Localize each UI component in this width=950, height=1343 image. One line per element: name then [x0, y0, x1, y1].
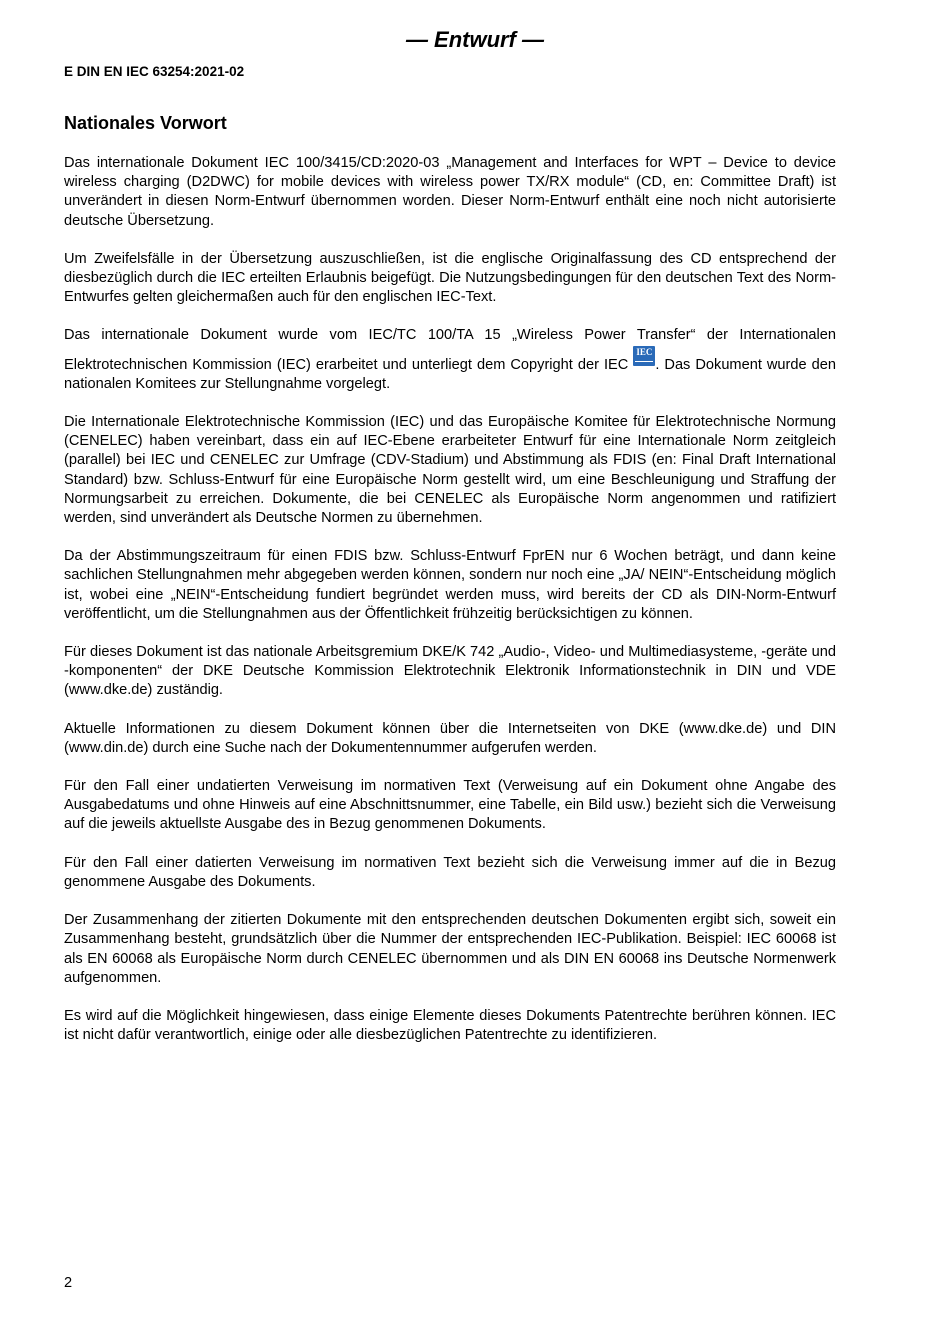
- section-title: Nationales Vorwort: [64, 113, 227, 133]
- document-id: E DIN EN IEC 63254:2021-02: [64, 64, 245, 79]
- paragraph-4: Die Internationale Elektrotechnische Kommission (IEC) und das Europäische Komitee für Elektrotechnische Normung (CENELEC) haben vereinbart, dass ein auf IEC-Ebene erarbeiteter Entwurf für eine Internationale Norm zeitgleich (parallel) bei IEC und CENELEC zur Umfrage (CDV-Stadium) und Abstimmung als FDIS (en: Final Draft International Standard) bzw. Schluss-Entwurf für eine Europäische Norm gestellt wird, um eine Beschleunigung und Straffung der Normungsarbeit zu erreichen. Dokumente, die bei CENELEC als Europäische Norm angenommen und ratifiziert werden, sind unverändert als Deutsche Normen zu übernehmen.: [64, 414, 836, 527]
- paragraph-6: Für dieses Dokument ist das nationale Arbeitsgremium DKE/K 742 „Audio-, Video- und Multimediasysteme, -geräte und -komponenten“ der DKE Deutsche Kommission Elektrotechnik Elektronik Informationstechnik in DIN und VDE (www.dke.de) zuständig.: [64, 644, 836, 699]
- paragraph-2: Um Zweifelsfälle in der Übersetzung auszuschließen, ist die englische Originalfassung des CD entsprechend der diesbezüglich durch die IEC erteilten Erlaubnis beigefügt. Die Nutzungsbedingungen für den deutschen Text des Norm-Entwurfes gelten gleichermaßen auch für den englischen IEC-Text.: [64, 250, 836, 306]
- iec-logo-icon: IEC: [633, 346, 655, 366]
- paragraph-9: Für den Fall einer datierten Verweisung im normativen Text bezieht sich die Verweisung immer auf die in Bezug genommene Ausgabe des Dokuments.: [64, 854, 836, 890]
- paragraph-7: Aktuelle Informationen zu diesem Dokument können über die Internetseiten von DKE (www.dke.de) und DIN (www.din.de) durch eine Suche nach der Dokumentennummer aufgerufen werden.: [64, 720, 836, 756]
- paragraph-11: Es wird auf die Möglichkeit hingewiesen, dass einige Elemente dieses Dokuments Patentrechte berühren können. IEC ist nicht dafür verantwortlich, einige oder alle diesbezüglichen Patentrechte zu identifizieren.: [64, 1007, 836, 1044]
- paragraph-3: [64, 326, 836, 394]
- document-body: [64, 154, 836, 1064]
- paragraph-3-text-start: Das internationale Dokument wurde vom IEC/TC 100/TA 15 „Wireless Power Transfer“ der Internationalen Elektrotechnischen Kommission (IEC) erarbeitet und unterliegt dem Copyright der IEC: [64, 327, 836, 373]
- paragraph-8: Für den Fall einer undatierten Verweisung im normativen Text (Verweisung auf ein Dokument ohne Angabe des Ausgabedatums und ohne Hinweis auf eine Abschnittsnummer, eine Tabelle, ein Bild usw.) bezieht sich die Verweisung auf die jeweils aktuellste Ausgabe des in Bezug genommenen Dokuments.: [64, 778, 836, 833]
- page-number: 2: [64, 1275, 73, 1291]
- paragraph-5: Da der Abstimmungszeitraum für einen FDIS bzw. Schluss-Entwurf FprEN nur 6 Wochen beträgt, und dann keine sachlichen Stellungnahmen mehr abgegeben werden können, sondern nur noch eine „JA/ NEIN“-Entscheidung möglich ist, wobei eine „NEIN“-Entscheidung fundiert begründet werden muss, wird bereits der CD als DIN-Norm-Entwurf veröffentlicht, um die Stellungnahmen aus der Öffentlichkeit frühzeitig berücksichtigen zu können.: [64, 548, 836, 622]
- paragraph-3-text-end: . Das Dokument wurde den nationalen Komitees zur Stellungnahme vorgelegt.: [64, 356, 837, 392]
- paragraph-1: Das internationale Dokument IEC 100/3415/CD:2020-03 „Management and Interfaces for WPT – Device to device wireless charging (D2DWC) for mobile devices with wireless power TX/RX module“ (CD, en: Committee Draft) ist unverändert in diesen Norm-Entwurf übernommen worden. Dieser Norm-Entwurf enthält eine noch nicht autorisierte deutsche Übersetzung.: [64, 155, 836, 229]
- draft-mark: — Entwurf —: [405, 27, 545, 52]
- paragraph-10: Der Zusammenhang der zitierten Dokumente mit den entsprechenden deutschen Dokumenten ergibt sich, soweit ein Zusammenhang besteht, grundsätzlich über die Nummer der entsprechenden IEC-Publikation. Beispiel: IEC 60068 ist als EN 60068 als Europäische Norm durch CENELEC übernommen und als DIN EN 60068 ins Deutsche Normenwerk aufgenommen.: [64, 912, 836, 986]
